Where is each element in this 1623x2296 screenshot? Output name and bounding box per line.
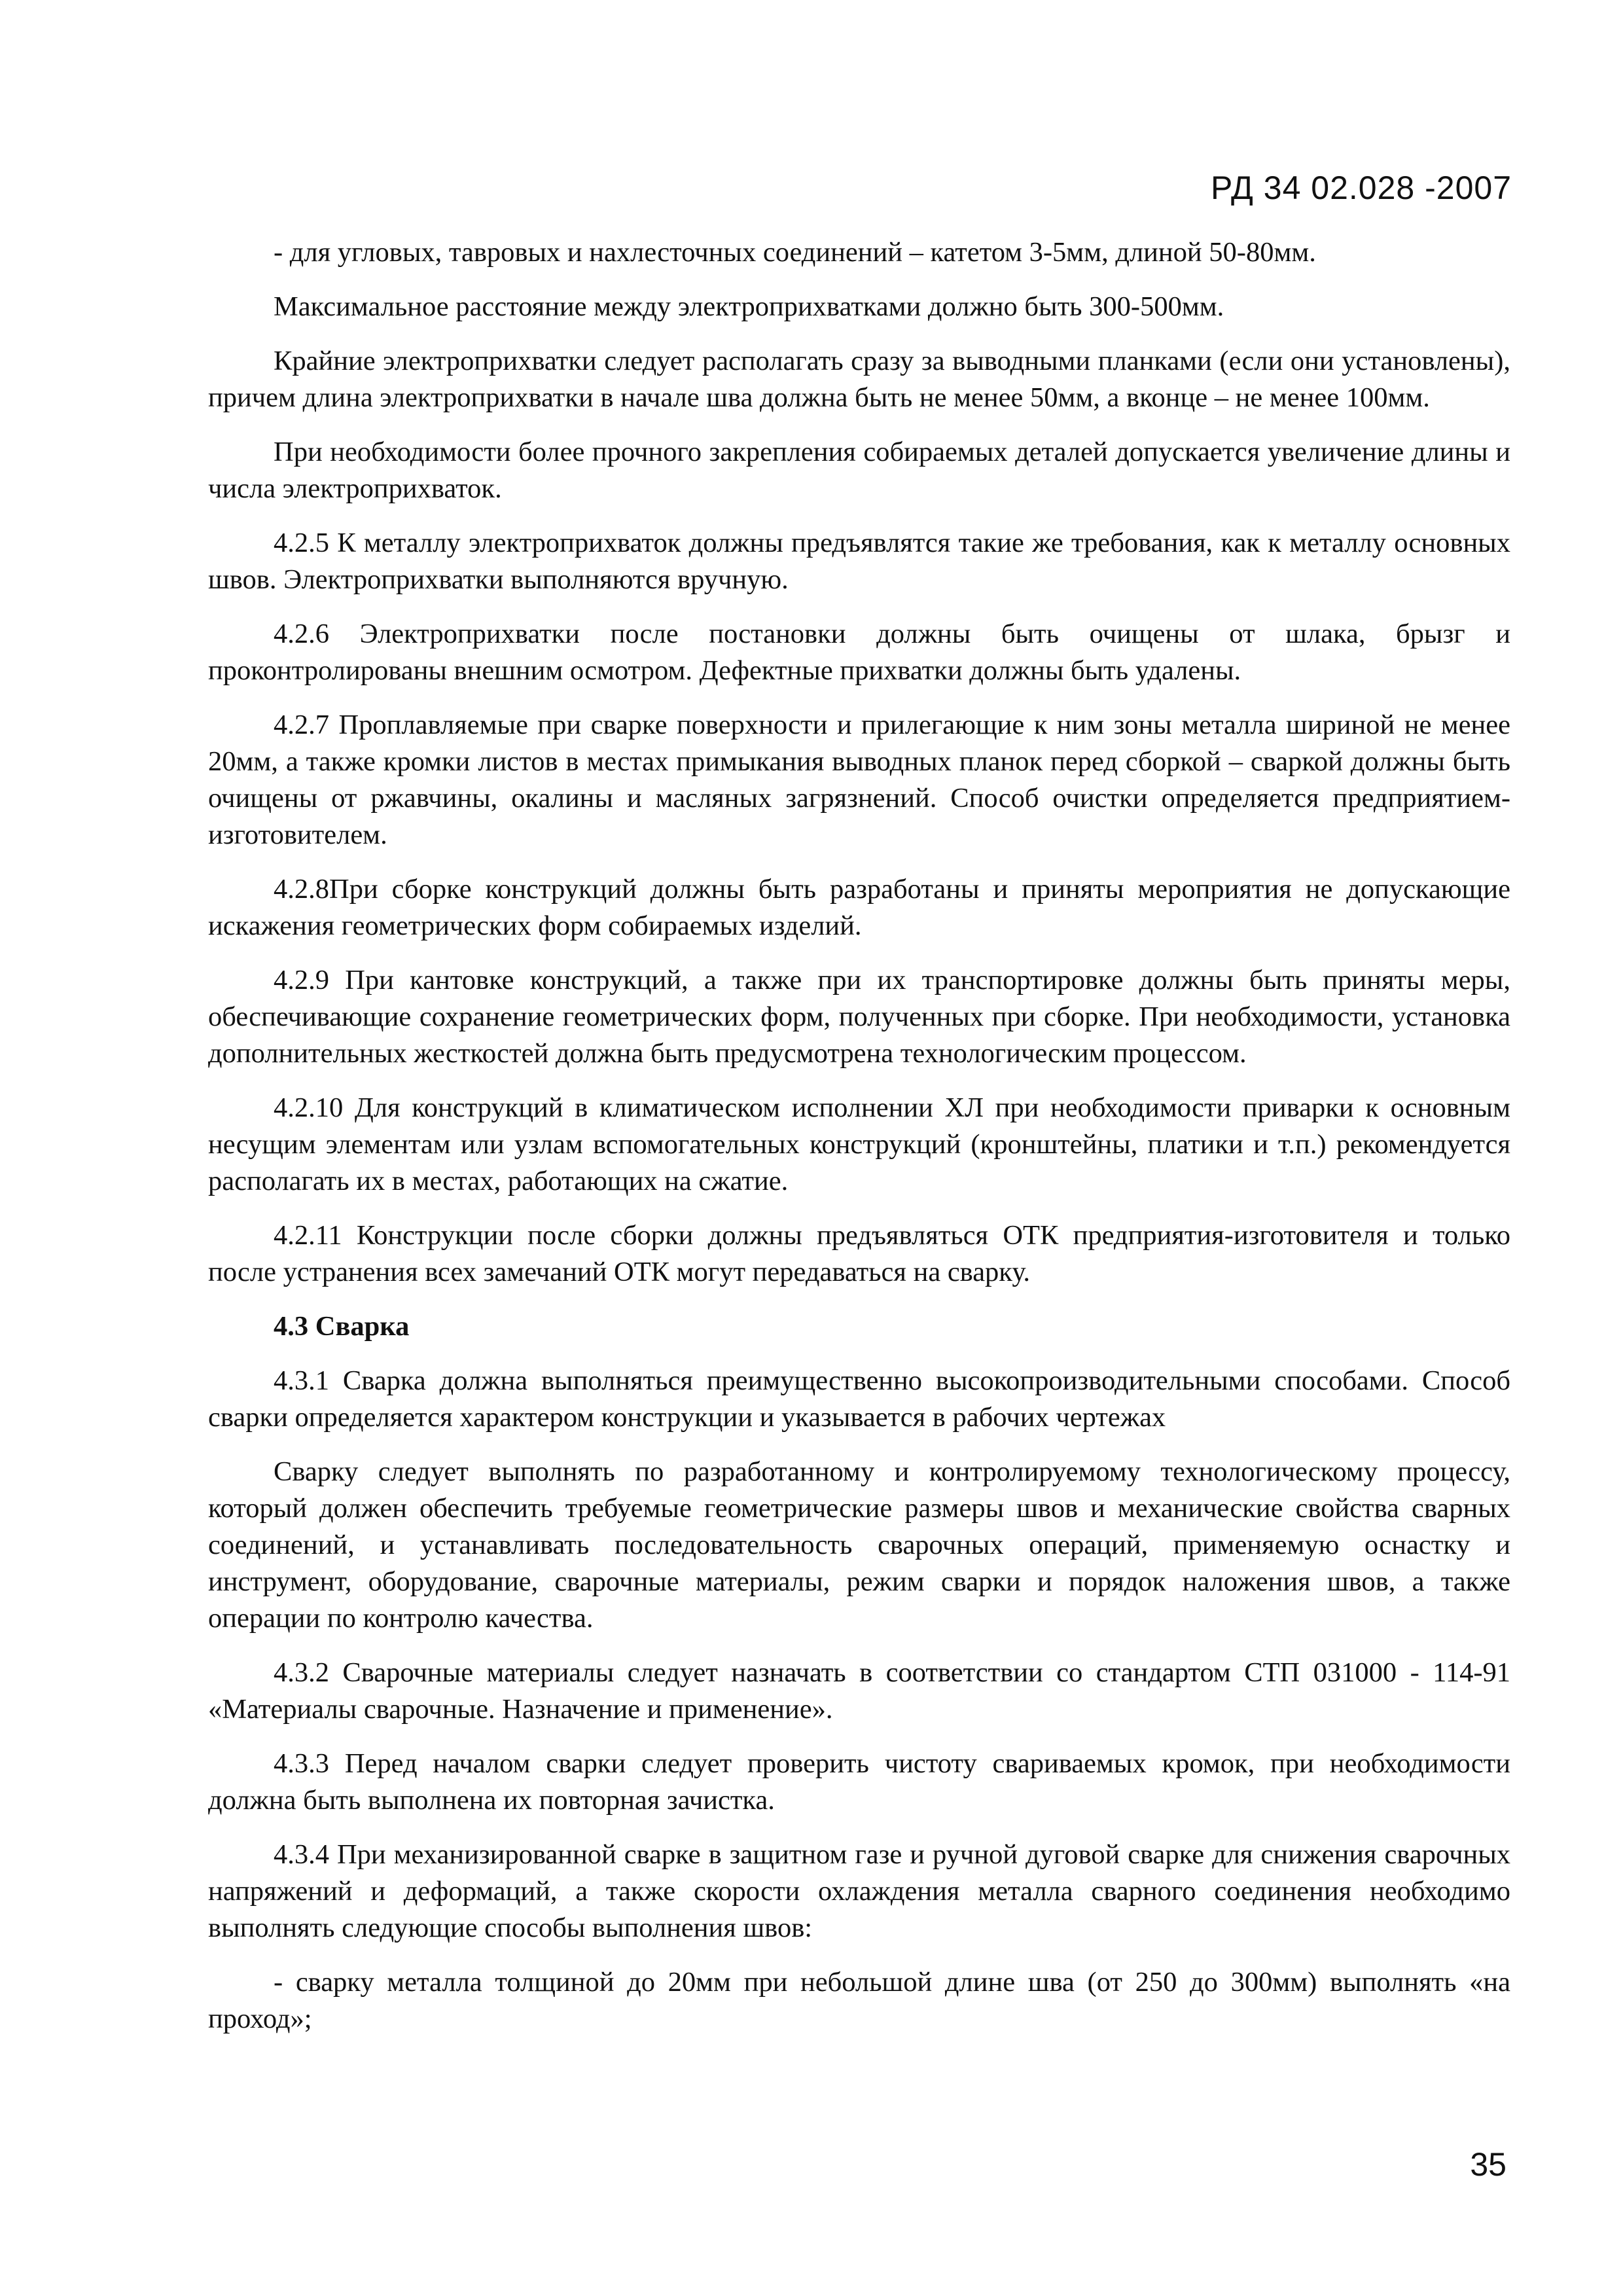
paragraph: 4.3.3 Перед началом сварки следует проверить чистоту свариваемых кромок, при необходимости должна быть выполнена их повторная зачистка. (208, 1748, 1510, 1816)
paragraph: 4.3.4 При механизированной сварке в защитном газе и ручной дуговой сварке для снижения сварочных напряжений и деформаций, а также скорости охлаждения металла сварного соединения необходимо выполнять следующие способы выполнения швов: (208, 1839, 1510, 1943)
paragraph: 4.2.8При сборке конструкций должны быть разработаны и приняты мероприятия не допускающие искажения геометрических форм собираемых изделий. (208, 874, 1510, 941)
section-heading: 4.3 Сварка (274, 1311, 410, 1342)
paragraph: 4.2.5 К металлу электроприхваток должны предъявлятся такие же требования, как к металлу основных швов. Электроприхватки выполняются вручную. (208, 528, 1510, 595)
paragraph: - сварку металла толщиной до 20мм при небольшой длине шва (от 250 до 300мм) выполнять «на проход»; (208, 1967, 1510, 2034)
paragraph: 4.2.7 Проплавляемые при сварке поверхности и прилегающие к ним зоны металла шириной не менее 20мм, а также кромки листов в местах примыкания выводных планок перед сборкой – сваркой должны быть очищены от ржавчины, окалины и масляных загрязнений. Способ очистки определяется предприятием-изготовителем. (208, 709, 1510, 850)
document-body (208, 234, 1510, 2055)
paragraph: Сварку следует выполнять по разработанному и контролируемому технологическому процессу, который должен обеспечить требуемые геометрические размеры швов и механические свойства сварных соединений, и устанавливать последовательность сварочных операций, применяемую оснастку и инструмент, оборудование, сварочные материалы, режим сварки и порядок наложения швов, а также операции по контролю качества. (208, 1456, 1510, 1634)
page-number: 35 (1470, 2146, 1507, 2183)
paragraph: 4.2.9 При кантовке конструкций, а также при их транспортировке должны быть приняты меры, обеспечивающие сохранение геометрических форм, полученных при сборке. При необходимости, установка дополнительных жесткостей должна быть предусмотрена технологическим процессом. (208, 965, 1510, 1069)
paragraph: 4.3.1 Сварка должна выполняться преимущественно высокопроизводительными способами. Способ сварки определяется характером конструкции и указывается в рабочих чертежах (208, 1365, 1510, 1433)
paragraph: 4.2.6 Электроприхватки после постановки должны быть очищены от шлака, брызг и проконтролированы внешним осмотром. Дефектные прихватки должны быть удалены. (208, 619, 1510, 686)
paragraph: - для угловых, тавровых и нахлесточных соединений – катетом 3-5мм, длиной 50-80мм. (274, 237, 1316, 268)
paragraph: 4.3.2 Сварочные материалы следует назначать в соответствии со стандартом СТП 031000 - 114-91 «Материалы сварочные. Назначение и применение». (208, 1657, 1510, 1725)
paragraph: 4.2.11 Конструкции после сборки должны предъявляться ОТК предприятия-изготовителя и только после устранения всех замечаний ОТК могут передаваться на сварку. (208, 1220, 1510, 1287)
paragraph: Максимальное расстояние между электроприхватками должно быть 300-500мм. (274, 291, 1224, 322)
paragraph: Крайние электроприхватки следует располагать сразу за выводными планками (если они установлены), причем длина электроприхватки в начале шва должна быть не менее 50мм, а вконце – не менее 100мм. (208, 346, 1510, 413)
paragraph: При необходимости более прочного закрепления собираемых деталей допускается увеличение длины и числа электроприхваток. (208, 437, 1510, 504)
document-code: РД 34 02.028 -2007 (1211, 170, 1512, 206)
paragraph: 4.2.10 Для конструкций в климатическом исполнении ХЛ при необходимости приварки к основным несущим элементам или узлам вспомогательных конструкций (кронштейны, платики и т.п.) рекомендуется располагать их в местах, работающих на сжатие. (208, 1092, 1510, 1196)
